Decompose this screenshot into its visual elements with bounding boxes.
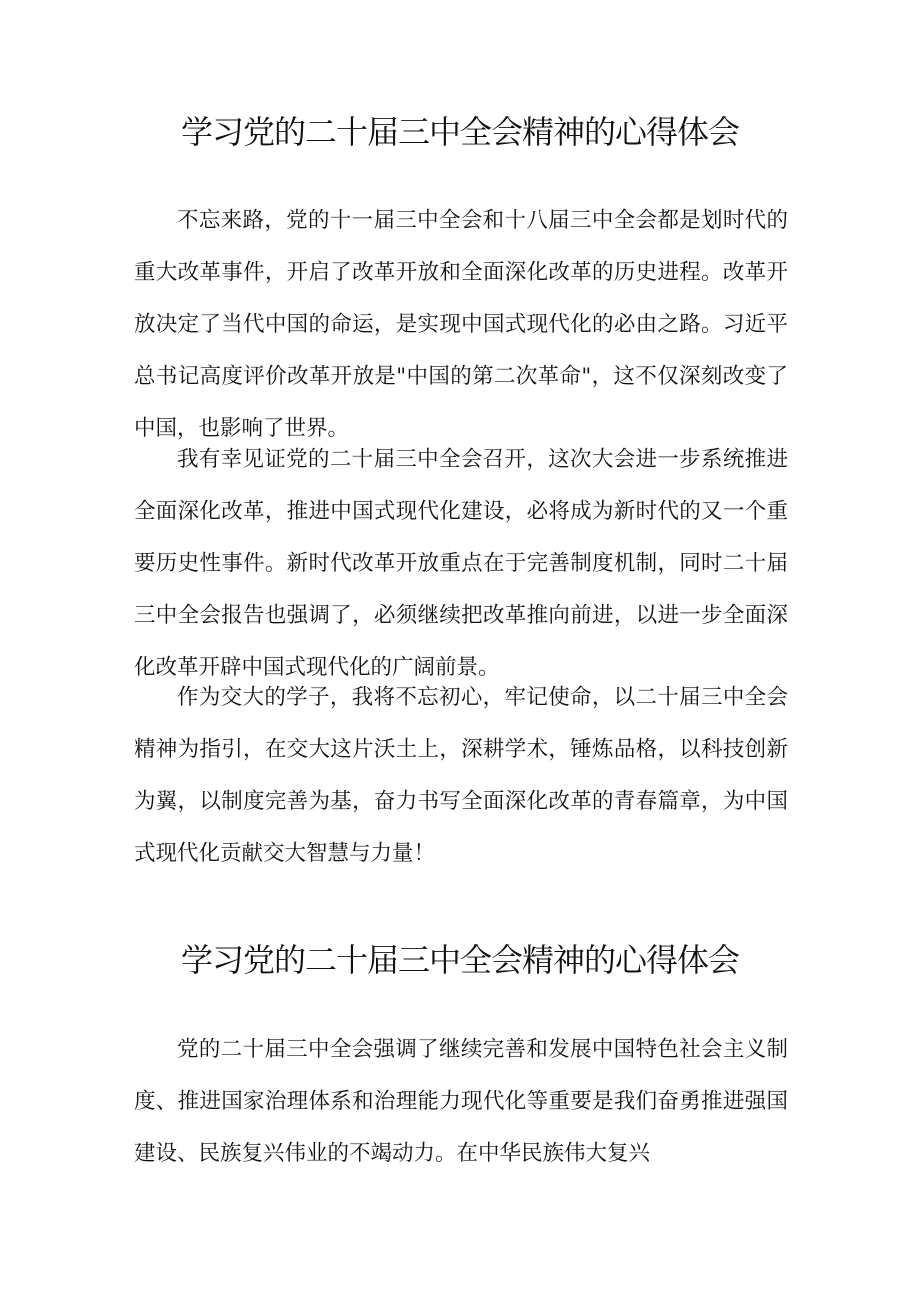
article-paragraph: 我有幸见证党的二十届三中全会召开，这次大会进一步系统推进全面深化改革，推进中国式现代化建设，必将成为新时代的又一个重要历史性事件。新时代改革开放重点在于完善制度机制，同时二十届三中全会报告也强调了，必须继续把改革推向前进，以进一步全面深化改革开辟中国式现代化的广阔前景。 [134,447,788,680]
article-paragraph: 不忘来路，党的十一届三中全会和十八届三中全会都是划时代的重大改革事件，开启了改革开放和全面深化改革的历史进程。改革开放决定了当代中国的命运，是实现中国式现代化的必由之路。习近平总书记高度评价改革开放是"中国的第二次革命"，这不仅深刻改变了中国，也影响了世界。 [134,208,788,441]
article-paragraph: 党的二十届三中全会强调了继续完善和发展中国特色社会主义制度、推进国家治理体系和治理能力现代化等重要是我们奋勇推进强国建设、民族复兴伟业的不竭动力。在中华民族伟大复兴 [134,1037,788,1166]
article-title: 学习党的二十届三中全会精神的心得体会 [180,113,739,151]
article-title: 学习党的二十届三中全会精神的心得体会 [180,941,739,979]
article-paragraph: 作为交大的学子，我将不忘初心，牢记使命，以二十届三中全会精神为指引，在交大这片沃土上，深耕学术，锤炼品格，以科技创新为翼，以制度完善为基，奋力书写全面深化改革的青春篇章，为中国式现代化贡献交大智慧与力量！ [134,685,788,866]
